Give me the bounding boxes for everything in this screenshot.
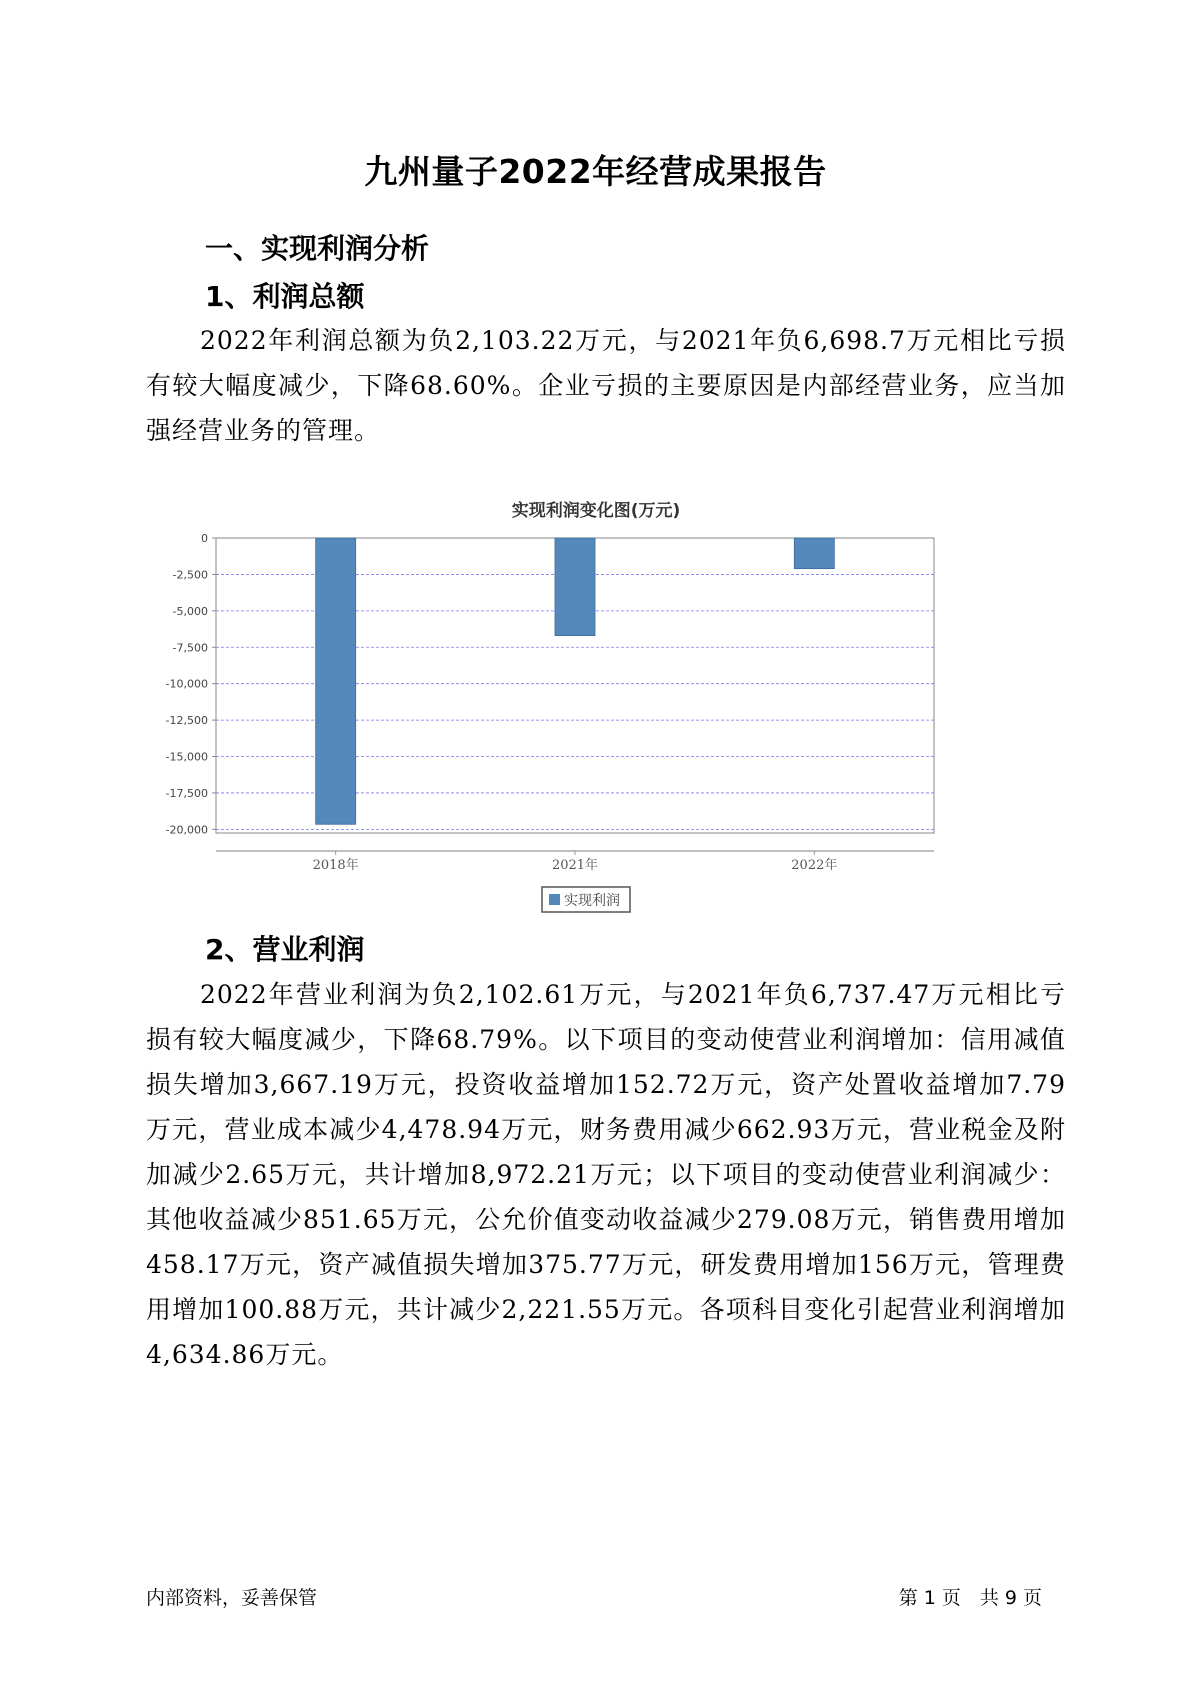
y-tick-label: -5,000 — [172, 604, 208, 618]
document-title: 九州量子2022年经营成果报告 — [364, 152, 827, 191]
page-prefix: 第 — [898, 1587, 918, 1609]
bar-2018年 — [316, 538, 356, 824]
chart-title: 实现利润变化图(万元) — [511, 501, 681, 521]
bar-2021年 — [555, 538, 595, 636]
subsection-heading-operating-profit: 2、营业利润 — [205, 933, 365, 966]
y-tick-label: -12,500 — [166, 714, 208, 728]
y-tick-label: -17,500 — [166, 786, 208, 800]
paragraph-total-profit: 2022年利润总额为负2,103.22万元，与2021年负6,698.7万元相比亏损有较大幅度减少，下降68.60%。企业亏损的主要原因是内部经营业务，应当加强经营业务的管理。 — [146, 326, 1066, 445]
page-total: 9 — [1004, 1587, 1017, 1609]
page-mid: 页 共 — [941, 1587, 999, 1609]
x-tick-label: 2021年 — [551, 858, 599, 873]
paragraph-operating-profit: 2022年营业利润为负2,102.61万元，与2021年负6,737.47万元相比亏损有较大幅度减少，下降68.79%。以下项目的变动使营业利润增加：信用减值损失增加3,667.19万元，投资收益增加152.72万元，资产处置收益增加7.79万元，营业成本减少4,478.94万元，财务费用减少662.93万元，营业税金及附加减少2.65万元，共计增加8,972.21万元；以下项目的变动使营业利润减少：其他收益减少851.65万元，公允价值变动收益减少279.08万元，销售费用增加458.17万元，资产减值损失增加375.77万元，研发费用增加156万元，管理费用增加100.88万元，共计减少2,221.55万元。各项科目变化引起营业利润增加4,634.86万元。 — [146, 980, 1066, 1369]
y-tick-label: -7,500 — [172, 641, 208, 655]
y-tick-label: 0 — [201, 532, 208, 545]
x-tick-label: 2022年 — [791, 858, 838, 873]
y-tick-label: -20,000 — [166, 823, 208, 837]
legend-swatch — [549, 894, 560, 905]
legend-label: 实现利润 — [564, 893, 620, 909]
page-suffix: 页 — [1022, 1587, 1042, 1609]
section-heading-profit-analysis: 一、实现利润分析 — [205, 232, 430, 265]
footer-page-number — [896, 1583, 1045, 1610]
chart-legend — [542, 887, 630, 912]
page-current: 1 — [923, 1587, 936, 1609]
y-tick-label: -2,500 — [172, 568, 208, 582]
bar-2022年 — [794, 538, 834, 569]
x-tick-label: 2018年 — [312, 858, 359, 873]
profit-change-chart — [166, 498, 1026, 958]
footer-confidential-note: 内部资料，妥善保管 — [146, 1587, 318, 1609]
chart-svg — [166, 498, 1026, 988]
y-tick-label: -15,000 — [166, 750, 208, 764]
y-tick-label: -10,000 — [166, 677, 208, 691]
subsection-heading-total-profit: 1、利润总额 — [205, 280, 365, 313]
